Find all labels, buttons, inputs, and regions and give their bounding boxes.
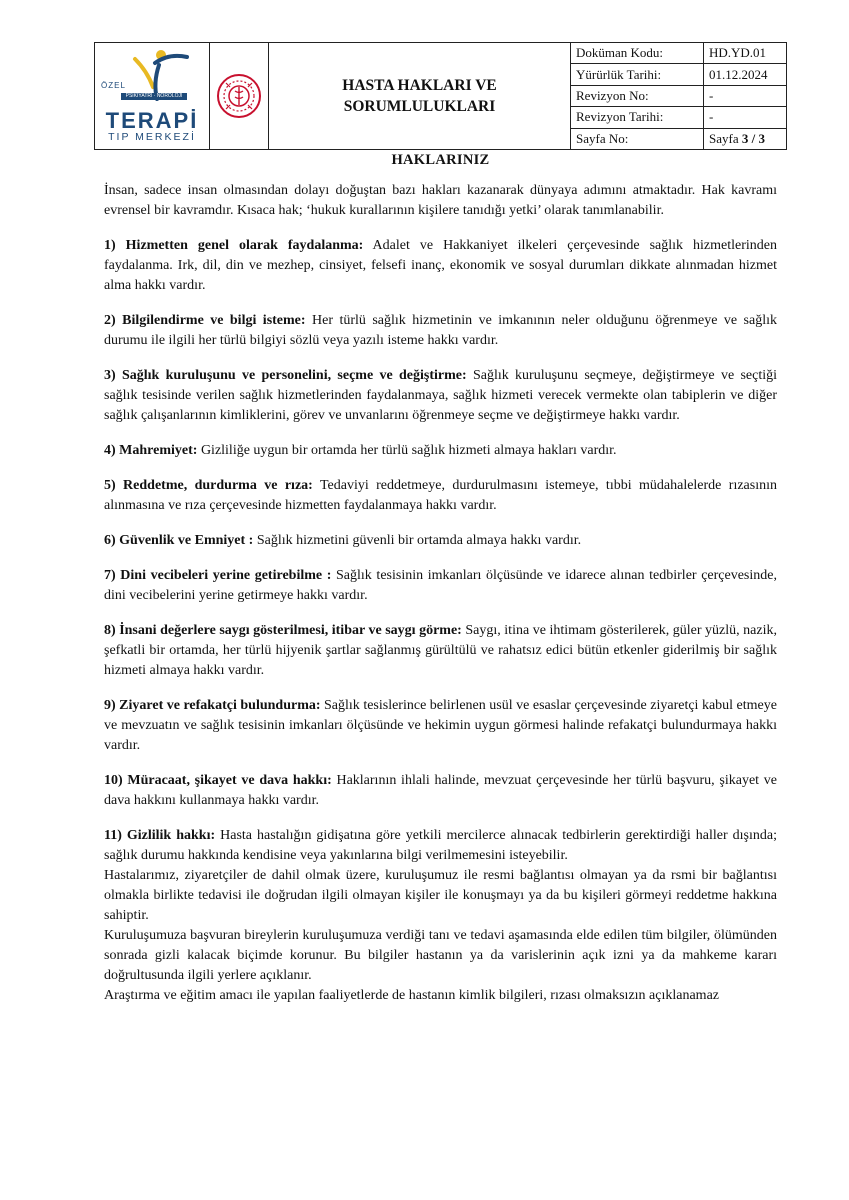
document-title-line2: SORUMLULUKLARI	[343, 98, 496, 115]
clinic-logo-name: TERAPİ	[105, 108, 199, 133]
extra-paragraphs	[104, 866, 777, 1006]
right-text: Tedaviyi reddetmeye, durdurulmasını istemeye, tıbbi müdahalelerde rızasının alınmasına ve rıza çerçevesinde hizmetten faydalanmaya hakkı vardır.	[104, 478, 777, 513]
body-paragraph: Hastalarımız, ziyaretçiler de dahil olmak üzere, kuruluşumuz ile resmi bağlantısı olmayan ya da rsmi bir bağlantısı olmakla birlikte tedavisi ile doğrudan ilgili olmayan kişiler ile konuşmayı ya da bu kişileri görmeyi reddetme hakkına sahiptir.	[104, 868, 777, 923]
ministry-seal-icon	[210, 43, 268, 149]
document-body	[104, 150, 777, 1006]
meta-value: 01.12.2024	[709, 66, 768, 82]
meta-row-page-no	[571, 129, 786, 149]
section-heading: HAKLARINIZ	[391, 152, 490, 168]
right-title: 8) İnsani değerlere saygı gösterilmesi, itibar ve saygı görme:	[104, 623, 462, 638]
right-text: Haklarının ihlali halinde, mevzuat çerçevesinde her türlü başvuru, şikayet ve dava hakkını kullanmaya hakkı vardır.	[104, 773, 777, 808]
meta-row-revision-no	[571, 86, 786, 107]
page-number: 3 / 3	[741, 130, 765, 146]
right-text: Saygı, itina ve ihtimam gösterilerek, güler yüzlü, nazik, şefkatli bir ortamda, her türlü hijyenik şartlar sağlanmış gürültülü ve rahatsız edici bütün etkenler giderilmiş bir sağlık hizmeti almaya hakkı vardır.	[104, 623, 778, 678]
meta-value: HD.YD.01	[709, 45, 767, 61]
right-item	[104, 826, 777, 866]
meta-value	[704, 129, 786, 149]
right-text: Sağlık kuruluşunu seçmeye, değiştirmeye ve seçtiği sağlık tesisinde verilen sağlık hizmetlerinden faydalanmaya, sağlık hizmeti verecek vermekte olan tabiplerin ve diğer sağlık çalışanlarının kimliklerini, görev ve unvanlarını öğrenmeye seçme ve değiştirmeye hakkı vardır.	[104, 368, 777, 423]
document-title-line1: HASTA HAKLARI VE	[342, 77, 497, 94]
right-item	[104, 566, 777, 606]
body-paragraph: Kuruluşumuza başvuran bireylerin kuruluşumuza verdiği tanı ve tedavi aşamasında elde edilen tüm bilgiler, ölümünden sonrada gizli kalacak biçimde korunur. Bu bilgiler hastanın ya da varislerinin açık izni ya da mahkeme kararı doğrultusunda ilgili yerlere açıklanır.	[104, 928, 777, 983]
right-item	[104, 531, 777, 551]
right-item	[104, 621, 777, 681]
right-title: 2) Bilgilendirme ve bilgi isteme:	[104, 313, 306, 328]
meta-value: -	[709, 88, 714, 104]
body-paragraph: Araştırma ve eğitim amacı ile yapılan faaliyetlerde de hastanın kimlik bilgileri, rızası olmaksızın açıklanamaz	[104, 988, 719, 1003]
right-title: 5) Reddetme, durdurma ve rıza:	[104, 478, 313, 493]
clinic-logo	[95, 43, 210, 149]
right-text: Gizliliğe uygun bir ortamda her türlü sağlık hizmeti almaya hakları vardır.	[197, 443, 617, 458]
right-title: 9) Ziyaret ve refakatçi bulundurma:	[104, 698, 321, 713]
intro-paragraph: İnsan, sadece insan olmasından dolayı doğuştan bazı hakları kazanarak dünyaya adımını atmaktadır. Hak kavramı evrensel bir kavramdır. Kısaca hak; ‘hukuk kurallarının kişilere tanıdığı yetki’ olarak tanımlanabilir.	[104, 183, 777, 218]
clinic-logo-subtitle: TIP MERKEZİ	[108, 131, 196, 143]
document-header	[94, 42, 787, 150]
meta-label: Yürürlük Tarihi:	[571, 64, 704, 84]
right-item	[104, 696, 777, 756]
page-prefix: Sayfa	[709, 130, 742, 146]
right-title: 6) Güvenlik ve Emniyet :	[104, 533, 254, 548]
right-title: 4) Mahremiyet:	[104, 443, 198, 458]
right-item	[104, 441, 777, 461]
document-title	[269, 43, 571, 149]
right-title: 10) Müracaat, şikayet ve dava hakkı:	[104, 773, 332, 788]
right-item	[104, 476, 777, 516]
right-text: Sağlık hizmetini güvenli bir ortamda almaya hakkı vardır.	[253, 533, 582, 548]
right-item	[104, 311, 777, 351]
rights-list	[104, 236, 777, 866]
meta-row-effective-date	[571, 64, 786, 85]
clinic-logo-band: PSİKİYATRİ · NÖROLOJİ	[121, 93, 187, 100]
right-title: 11) Gizlilik hakkı:	[104, 828, 216, 843]
meta-label: Revizyon Tarihi:	[571, 107, 704, 127]
clinic-logo-prefix: ÖZEL	[101, 81, 126, 90]
right-title: 3) Sağlık kuruluşunu ve personelini, seçme ve değiştirme:	[104, 368, 467, 383]
meta-value: -	[709, 109, 714, 125]
right-text: Her türlü sağlık hizmetinin ve imkanının neler olduğunu öğrenmeye ve sağlık durumu ile ilgili her türlü bilgiyi sözlü veya yazılı isteme hakkı vardır.	[104, 313, 777, 348]
right-text: Sağlık tesislerince belirlenen usül ve esaslar çerçevesinde ziyaretçi kabul etmeye ve mevzuatın ve sağlık tesisinin imkanları ölçüsünde ve hekimin uygun görmesi halinde refakatçi bulundurmaya hakkı vardır.	[104, 698, 777, 753]
meta-row-doc-code	[571, 43, 786, 64]
right-text: Hasta hastalığın gidişatına göre yetkili mercilerce alınacak tedbirlerin gerektirdiği haller dışında; sağlık durumu hakkında kendisine veya yakınlarına bilgi verilmemesini isteyebilir.	[104, 828, 777, 863]
meta-row-revision-date	[571, 107, 786, 128]
meta-label: Doküman Kodu:	[571, 43, 704, 63]
ministry-seal	[210, 43, 269, 149]
right-item	[104, 366, 777, 426]
meta-label: Revizyon No:	[571, 86, 704, 106]
document-meta-table	[571, 43, 786, 149]
right-title: 1) Hizmetten genel olarak faydalanma:	[104, 238, 364, 253]
meta-label: Sayfa No:	[571, 129, 704, 149]
right-item	[104, 771, 777, 811]
right-title: 7) Dini vecibeleri yerine getirebilme :	[104, 568, 332, 583]
right-text: Adalet ve Hakkaniyet ilkeleri çerçevesinde sağlık hizmetlerinden faydalanma. Irk, dil, din ve mezhep, cinsiyet, felsefi inanç, ekonomik ve sosyal durumları dikkate alınmadan hizmet alma hakkı vardır.	[104, 238, 777, 293]
right-text: Sağlık tesisinin imkanları ölçüsünde ve idarece alınan tedbirler çerçevesinde, dini vecibelerini yerine getirmeye hakkı vardır.	[104, 568, 777, 603]
right-item	[104, 236, 777, 296]
